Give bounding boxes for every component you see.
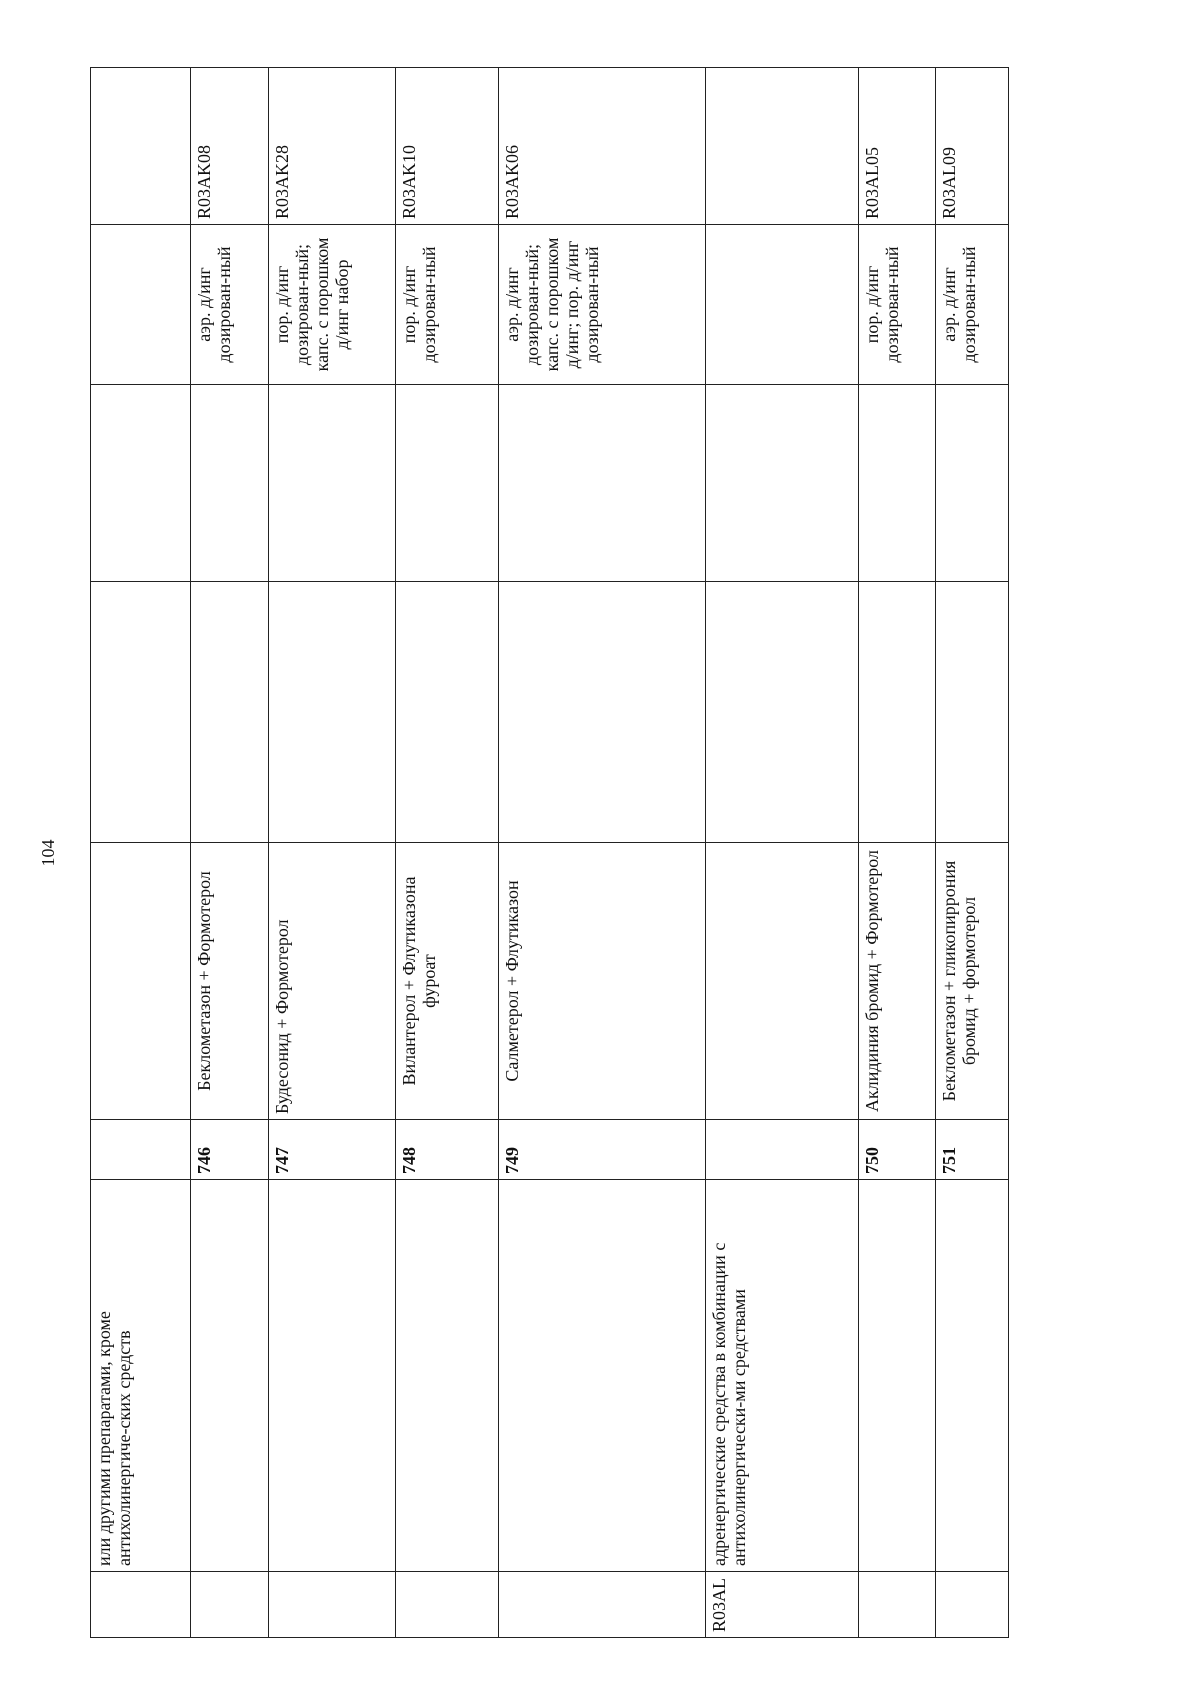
- atc-group-code: [91, 1572, 191, 1638]
- empty-cell: [91, 385, 191, 582]
- table-row: [269, 68, 396, 1638]
- dosage-form: [706, 225, 859, 385]
- empty-cell: [706, 385, 859, 582]
- table-row: [936, 68, 1009, 1638]
- page-number: 104: [38, 839, 58, 867]
- row-number: [706, 1120, 859, 1180]
- atc-code: R03AK10: [396, 68, 499, 225]
- atc-code: R03AK08: [191, 68, 269, 225]
- group-name: [269, 1180, 396, 1572]
- atc-group-code: R03AL: [706, 1572, 859, 1638]
- atc-code: R03AL09: [936, 68, 1009, 225]
- atc-code: R03AL05: [859, 68, 936, 225]
- group-name: адренергические средства в комбинации с антихолинергически-ми средствами: [706, 1180, 859, 1572]
- group-name: [499, 1180, 706, 1572]
- atc-group-code: [269, 1572, 396, 1638]
- atc-group-code: [859, 1572, 936, 1638]
- drug-name: Салметерол + Флутиказон: [499, 843, 706, 1120]
- row-number: 746: [191, 1120, 269, 1180]
- empty-cell: [91, 582, 191, 843]
- empty-cell: [269, 385, 396, 582]
- atc-group-code: [936, 1572, 1009, 1638]
- empty-cell: [936, 582, 1009, 843]
- row-number: 749: [499, 1120, 706, 1180]
- dosage-form: аэр. д/инг дозирован-ный; капс. с порошком д/инг; пор. д/инг дозирован-ный: [499, 225, 706, 385]
- row-number: [91, 1120, 191, 1180]
- atc-group-code: [396, 1572, 499, 1638]
- empty-cell: [396, 582, 499, 843]
- table-row: [859, 68, 936, 1638]
- group-name: [859, 1180, 936, 1572]
- group-name: [936, 1180, 1009, 1572]
- atc-code: R03AK28: [269, 68, 396, 225]
- dosage-form: [91, 225, 191, 385]
- drug-name: Аклидиния бромид + Формотерол: [859, 843, 936, 1120]
- table-row: [499, 68, 706, 1638]
- atc-group-code: [499, 1572, 706, 1638]
- drug-name: [91, 843, 191, 1120]
- empty-cell: [499, 582, 706, 843]
- atc-code: R03AK06: [499, 68, 706, 225]
- table-row: [91, 68, 191, 1638]
- dosage-form: пор. д/инг дозирован-ный; капс. с порошком д/инг набор: [269, 225, 396, 385]
- table-row: [396, 68, 499, 1638]
- drug-name: Вилантерол + Флутиказона фуроат: [396, 843, 499, 1120]
- empty-cell: [706, 582, 859, 843]
- empty-cell: [936, 385, 1009, 582]
- row-number: 751: [936, 1120, 1009, 1180]
- dosage-form: пор. д/инг дозирован-ный: [859, 225, 936, 385]
- atc-group-code: [191, 1572, 269, 1638]
- row-number: 750: [859, 1120, 936, 1180]
- dosage-form: пор. д/инг дозирован-ный: [396, 225, 499, 385]
- drug-name: Беклометазон + гликопиррония бромид + формотерол: [936, 843, 1009, 1120]
- atc-code: [706, 68, 859, 225]
- row-number: 748: [396, 1120, 499, 1180]
- empty-cell: [859, 582, 936, 843]
- drug-name: Беклометазон + Формотерол: [191, 843, 269, 1120]
- dosage-form: аэр. д/инг дозирован-ный: [191, 225, 269, 385]
- atc-code: [91, 68, 191, 225]
- table-row: [191, 68, 269, 1638]
- empty-cell: [191, 385, 269, 582]
- drug-name: [706, 843, 859, 1120]
- dosage-form: аэр. д/инг дозирован-ный: [936, 225, 1009, 385]
- empty-cell: [396, 385, 499, 582]
- group-name: [191, 1180, 269, 1572]
- group-name: или другими препаратами, кроме антихолинергиче-ских средств: [91, 1180, 191, 1572]
- table-row: [706, 68, 859, 1638]
- row-number: 747: [269, 1120, 396, 1180]
- empty-cell: [499, 385, 706, 582]
- group-name: [396, 1180, 499, 1572]
- empty-cell: [859, 385, 936, 582]
- drug-table: [90, 67, 1009, 1638]
- empty-cell: [191, 582, 269, 843]
- empty-cell: [269, 582, 396, 843]
- drug-name: Будесонид + Формотерол: [269, 843, 396, 1120]
